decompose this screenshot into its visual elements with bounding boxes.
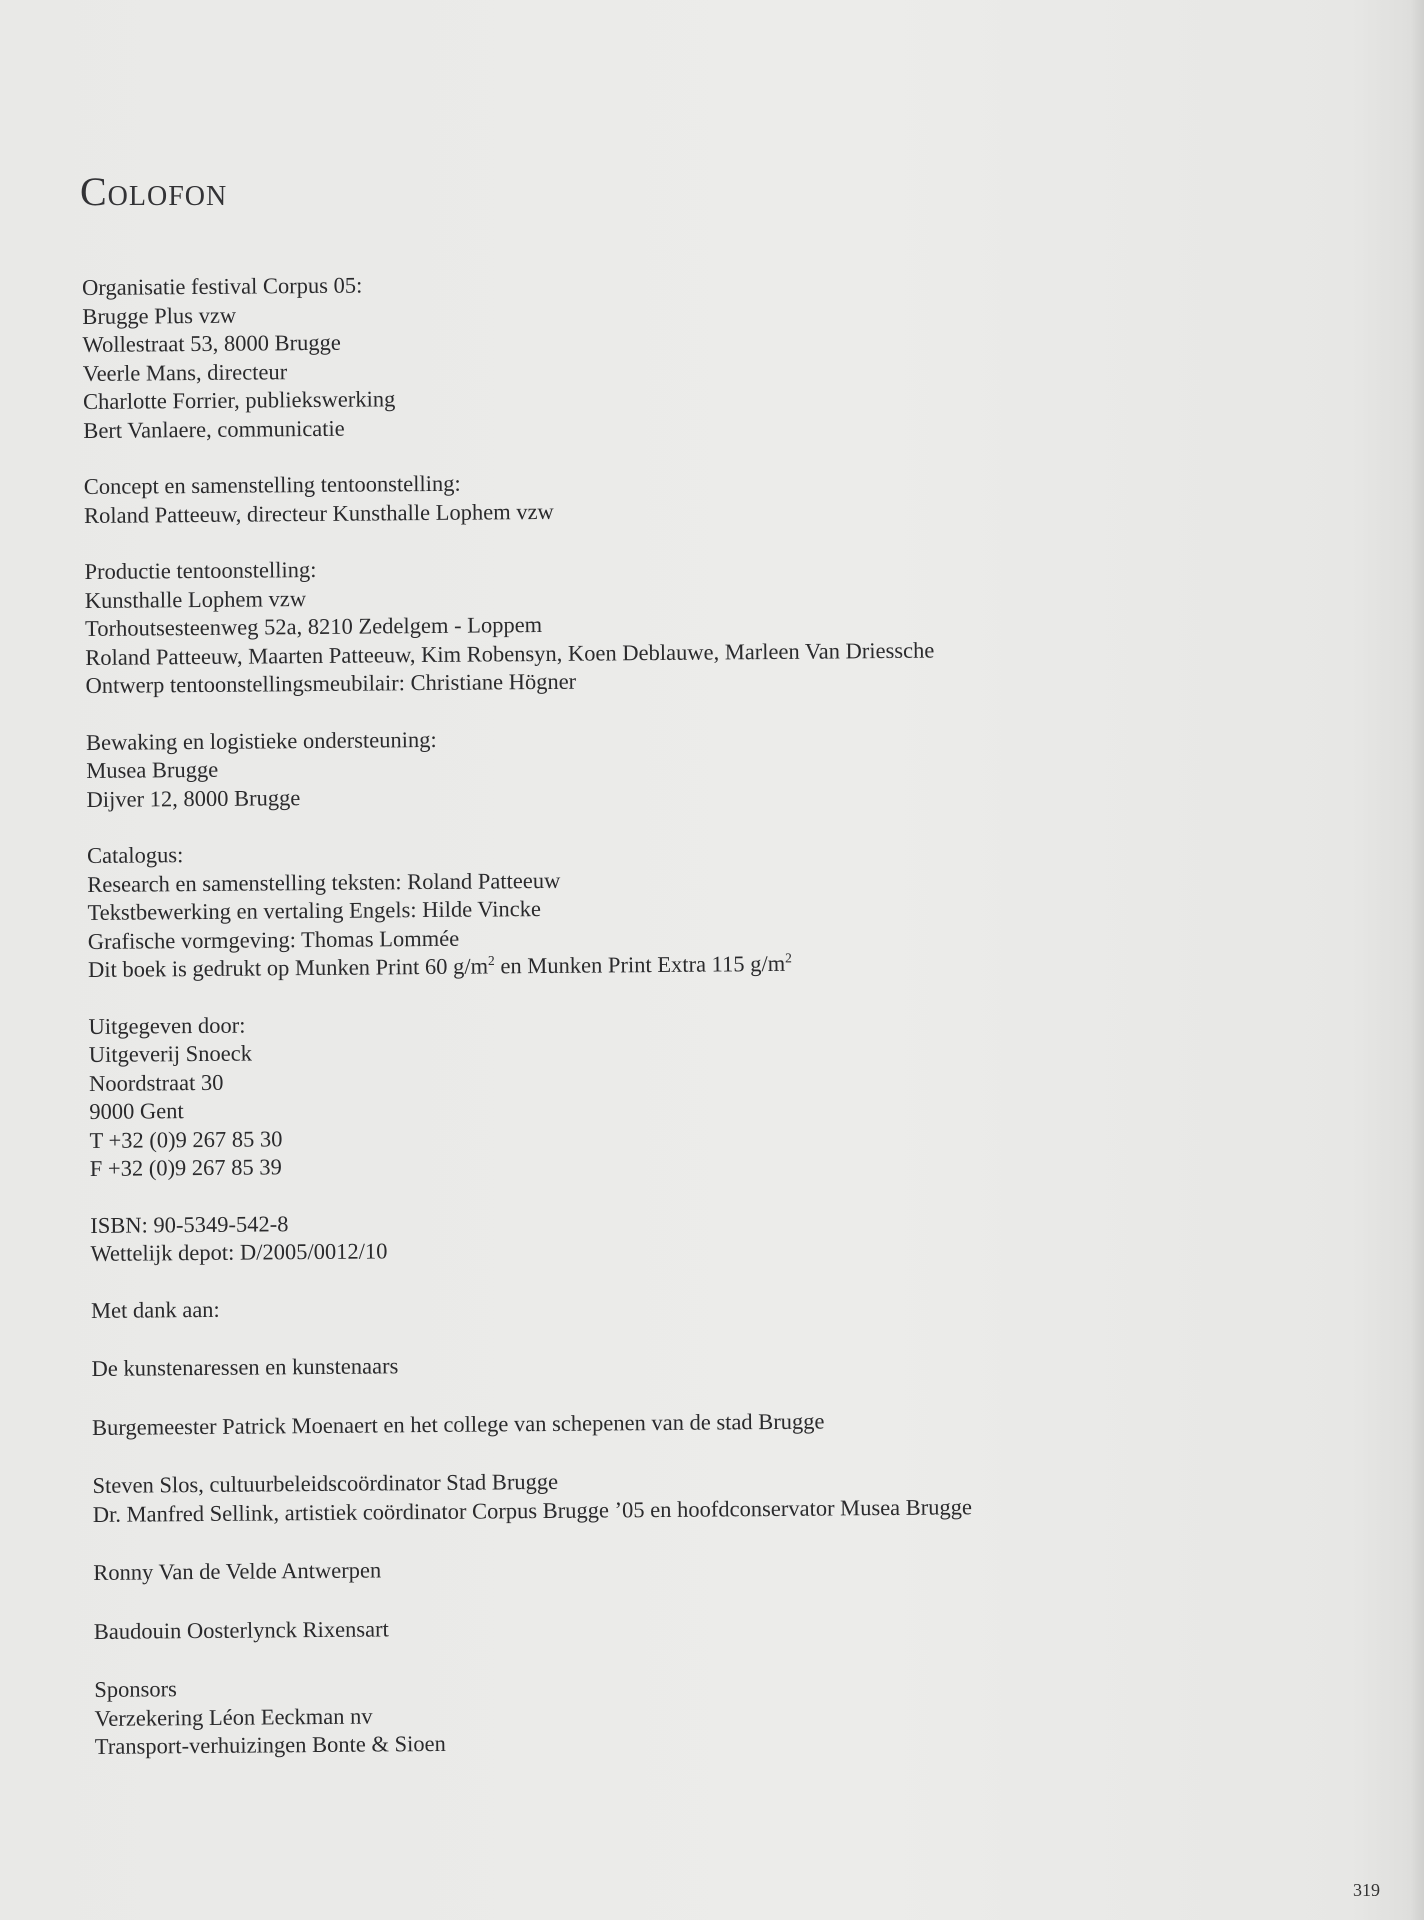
block-burgemeester [92, 1403, 1292, 1442]
text-line: Noordstraat 30 [88, 1069, 224, 1096]
block-organisatie [82, 264, 1283, 445]
text-line: Kunsthalle Lophem vzw [84, 585, 307, 613]
text-line: Transport-verhuizingen Bonte & Sioen [94, 1730, 446, 1759]
superscript: 2 [785, 950, 792, 966]
block-baudouin [94, 1607, 1294, 1646]
text-line: ISBN: 90-5349-542-8 [90, 1210, 289, 1238]
text-line: Uitgeverij Snoeck [88, 1040, 253, 1067]
page-number: 319 [1353, 1880, 1380, 1900]
text-line: T +32 (0)9 267 85 30 [89, 1125, 283, 1153]
text-line: Organisatie festival Corpus 05: [82, 272, 363, 300]
text-line: Concept en samenstelling tentoonstelling: [83, 470, 461, 499]
text-line: Brugge Plus vzw [82, 302, 237, 329]
block-uitgever [88, 1002, 1289, 1183]
text-line: Bewaking en logistieke ondersteuning: [85, 726, 437, 755]
colofon-content [82, 264, 1295, 1790]
block-productie [84, 548, 1285, 701]
text-line: Veerle Mans, directeur [82, 358, 288, 386]
block-kunstenaars [91, 1344, 1291, 1383]
block-catalogus [87, 832, 1288, 985]
text-line: 9000 Gent [89, 1098, 184, 1124]
superscript: 2 [487, 952, 495, 968]
paper-line-prefix: Dit boek is gedrukt op Munken Print 60 g/m [87, 953, 489, 982]
text-line: Roland Patteeuw, Maarten Patteeuw, Kim Robensyn, Koen Deblauwe, Marleen Van Driessche [85, 637, 935, 670]
text-line: Met dank aan: [90, 1296, 220, 1323]
text-line: Catalogus: [86, 842, 184, 868]
text-line: De kunstenaressen en kunstenaars [91, 1353, 399, 1381]
text-line: Dijver 12, 8000 Brugge [86, 784, 301, 812]
text-line: Productie tentoonstelling: [84, 556, 317, 584]
text-line: Musea Brugge [86, 756, 219, 783]
text-line: Uitgegeven door: [88, 1012, 246, 1039]
text-line: Steven Slos, cultuurbeleidscoördinator Stad Brugge [92, 1468, 559, 1498]
text-line: Sponsors [94, 1676, 177, 1702]
text-line: Baudouin Oosterlynck Rixensart [93, 1615, 389, 1644]
text-line: Burgemeester Patrick Moenaert en het college van schepenen van de stad Brugge [91, 1408, 825, 1440]
page-edge-shadow [1410, 0, 1424, 1920]
paper-line-middle: en Munken Print Extra 115 g/m [494, 950, 786, 979]
text-line: Wollestraat 53, 8000 Brugge [82, 329, 341, 357]
text-line: Bert Vanlaere, communicatie [83, 415, 345, 443]
block-isbn [90, 1201, 1290, 1268]
text-line: Wettelijk depot: D/2005/0012/10 [90, 1238, 388, 1266]
block-dank [91, 1286, 1291, 1325]
block-sponsors [94, 1665, 1295, 1761]
text-line: Grafische vormgeving: Thomas Lommée [87, 925, 460, 954]
page-title: Colofon [80, 169, 228, 214]
text-line: Roland Patteeuw, directeur Kunsthalle Lophem vzw [83, 498, 554, 528]
text-line: Tekstbewerking en vertaling Engels: Hilde Vincke [87, 896, 542, 925]
block-slos [92, 1461, 1292, 1528]
text-line: Ronny Van de Velde Antwerpen [93, 1557, 382, 1585]
text-line: Verzekering Léon Eeckman nv [94, 1703, 373, 1731]
text-line: Dr. Manfred Sellink, artistiek coördinator Corpus Brugge ’05 en hoofdconservator Musea Brugge [92, 1493, 973, 1527]
text-line: Research en samenstelling teksten: Roland Patteeuw [87, 867, 561, 897]
block-bewaking [86, 718, 1287, 814]
text-line: Charlotte Forrier, publiekswerking [83, 386, 396, 414]
text-line: Torhoutsesteenweg 52a, 8210 Zedelgem - Loppem [84, 611, 543, 641]
text-line: Ontwerp tentoonstellingsmeubilair: Christiane Högner [85, 668, 577, 698]
block-ronny [93, 1548, 1293, 1587]
text-line: F +32 (0)9 267 85 39 [89, 1154, 282, 1181]
block-concept [84, 463, 1284, 530]
